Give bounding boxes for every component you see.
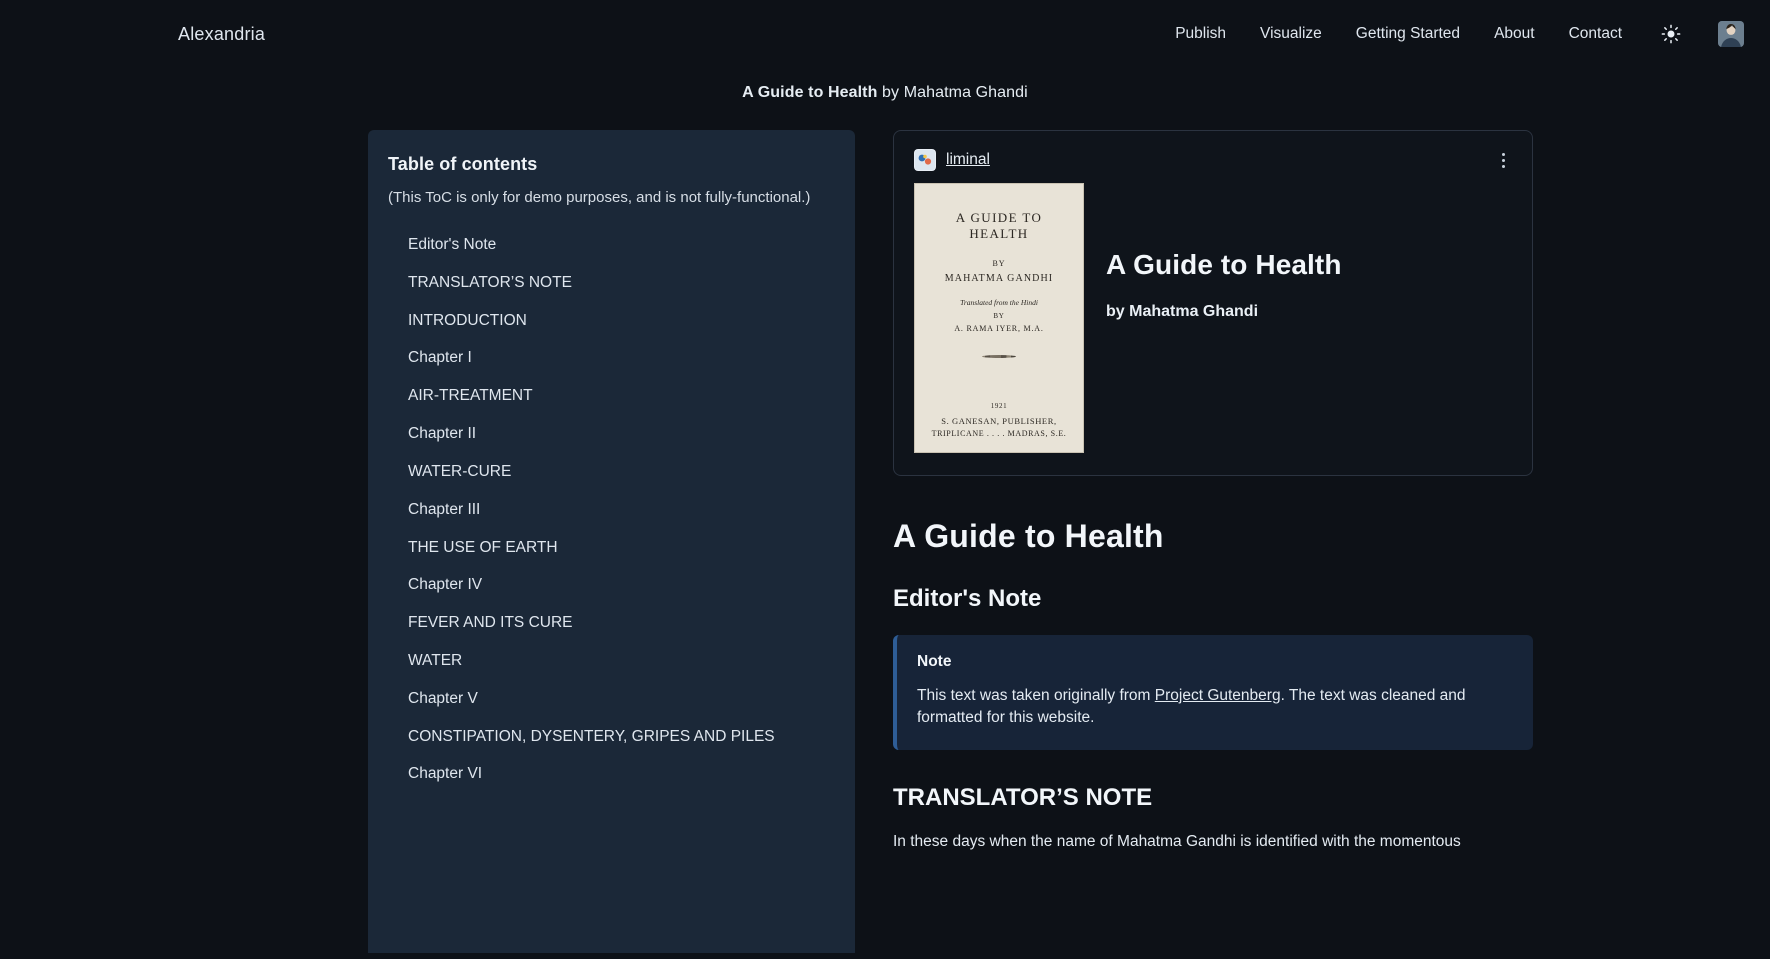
- toc-heading: Table of contents: [388, 154, 538, 174]
- toc-item-translators-note[interactable]: TRANSLATOR’S NOTE: [408, 273, 572, 291]
- card-body: [914, 183, 1512, 453]
- toc-item-chapter-vi[interactable]: Chapter VI: [408, 765, 483, 783]
- book-meta: [1106, 183, 1342, 321]
- toc-item-chapter-v[interactable]: Chapter V: [408, 689, 478, 707]
- cover-publisher: S. GANESAN, PUBLISHER,: [941, 416, 1057, 426]
- document-subtitle-title: A Guide to Health: [742, 84, 878, 101]
- toc-item-water-cure[interactable]: WATER-CURE: [408, 462, 512, 480]
- nav-link-contact[interactable]: Contact: [1568, 25, 1622, 42]
- toc-note: (This ToC is only for demo purposes, and is not fully-functional.): [388, 189, 811, 206]
- cover-ornament-icon: [982, 355, 1016, 358]
- cover-year: 1921: [990, 402, 1008, 410]
- document-subtitle-byline: by Mahatma Ghandi: [877, 84, 1028, 101]
- toc-item-chapter-ii[interactable]: Chapter II: [408, 425, 477, 443]
- page-title: A Guide to Health: [893, 518, 1164, 554]
- card-book-author: by Mahatma Ghandi: [1106, 303, 1259, 320]
- note-text-after: . The text was cleaned and formatted for this website.: [917, 687, 1466, 727]
- user-avatar[interactable]: [1718, 21, 1744, 47]
- toc-item-fever-and-its-cure[interactable]: FEVER AND ITS CURE: [408, 614, 573, 632]
- cover-title: A GUIDE TO HEALTH: [955, 210, 1043, 241]
- toc-item-water[interactable]: WATER: [408, 651, 463, 669]
- kebab-menu-icon[interactable]: [1494, 150, 1512, 170]
- heading-translators-note: TRANSLATOR’S NOTE: [893, 783, 1153, 811]
- toc-item-constipation[interactable]: CONSTIPATION, DYSENTERY, GRIPES AND PILES: [408, 727, 775, 745]
- nav-link-publish[interactable]: Publish: [1175, 25, 1227, 42]
- nav-links: [1175, 21, 1744, 47]
- cover-translated-note: Translated from the Hindi: [960, 298, 1038, 307]
- nav-link-about[interactable]: About: [1494, 25, 1535, 42]
- document-subtitle: [0, 84, 1770, 102]
- book-cover-image: [914, 183, 1084, 453]
- nav-link-visualize[interactable]: Visualize: [1260, 25, 1322, 42]
- nav-link-getting-started[interactable]: Getting Started: [1355, 25, 1461, 42]
- toc-item-introduction[interactable]: INTRODUCTION: [408, 311, 527, 329]
- toc-item-the-use-of-earth[interactable]: THE USE OF EARTH: [408, 538, 558, 556]
- toc-item-chapter-i[interactable]: Chapter I: [408, 349, 472, 367]
- liminal-favicon-icon: [914, 149, 936, 171]
- top-navbar: [0, 0, 1770, 68]
- body-paragraph: In these days when the name of Mahatma Gandhi is identified with the momentous: [893, 832, 1461, 850]
- cover-translator: A. RAMA IYER, M.A.: [954, 324, 1044, 333]
- toc-item-editors-note[interactable]: Editor's Note: [408, 236, 497, 253]
- note-label: Note: [917, 653, 952, 670]
- note-text: [917, 685, 1513, 730]
- main-layout: [0, 130, 1770, 953]
- toc-list: [388, 226, 829, 793]
- book-preview-card: [893, 130, 1533, 476]
- note-text-before: This text was taken originally from: [917, 687, 1155, 704]
- toc-item-chapter-iii[interactable]: Chapter III: [408, 500, 481, 518]
- document-content: [893, 130, 1533, 953]
- note-callout: [893, 635, 1533, 750]
- toc-item-air-treatment[interactable]: AIR-TREATMENT: [408, 387, 533, 405]
- brand-logo[interactable]: Alexandria: [178, 23, 266, 44]
- sun-icon[interactable]: [1660, 23, 1682, 45]
- card-book-title: A Guide to Health: [1106, 249, 1342, 280]
- cover-by: BY: [992, 259, 1006, 268]
- cover-address: TRIPLICANE . . . . MADRAS, S.E.: [931, 429, 1067, 438]
- cover-by-second: BY: [993, 312, 1005, 320]
- toc-item-chapter-iv[interactable]: Chapter IV: [408, 576, 483, 594]
- heading-editors-note: Editor's Note: [893, 585, 1042, 612]
- card-source-link[interactable]: liminal: [946, 151, 990, 168]
- card-header: [914, 149, 1512, 171]
- cover-author: MAHATMA GANDHI: [944, 273, 1054, 284]
- project-gutenberg-link[interactable]: Project Gutenberg: [1154, 687, 1281, 704]
- table-of-contents: [368, 130, 855, 953]
